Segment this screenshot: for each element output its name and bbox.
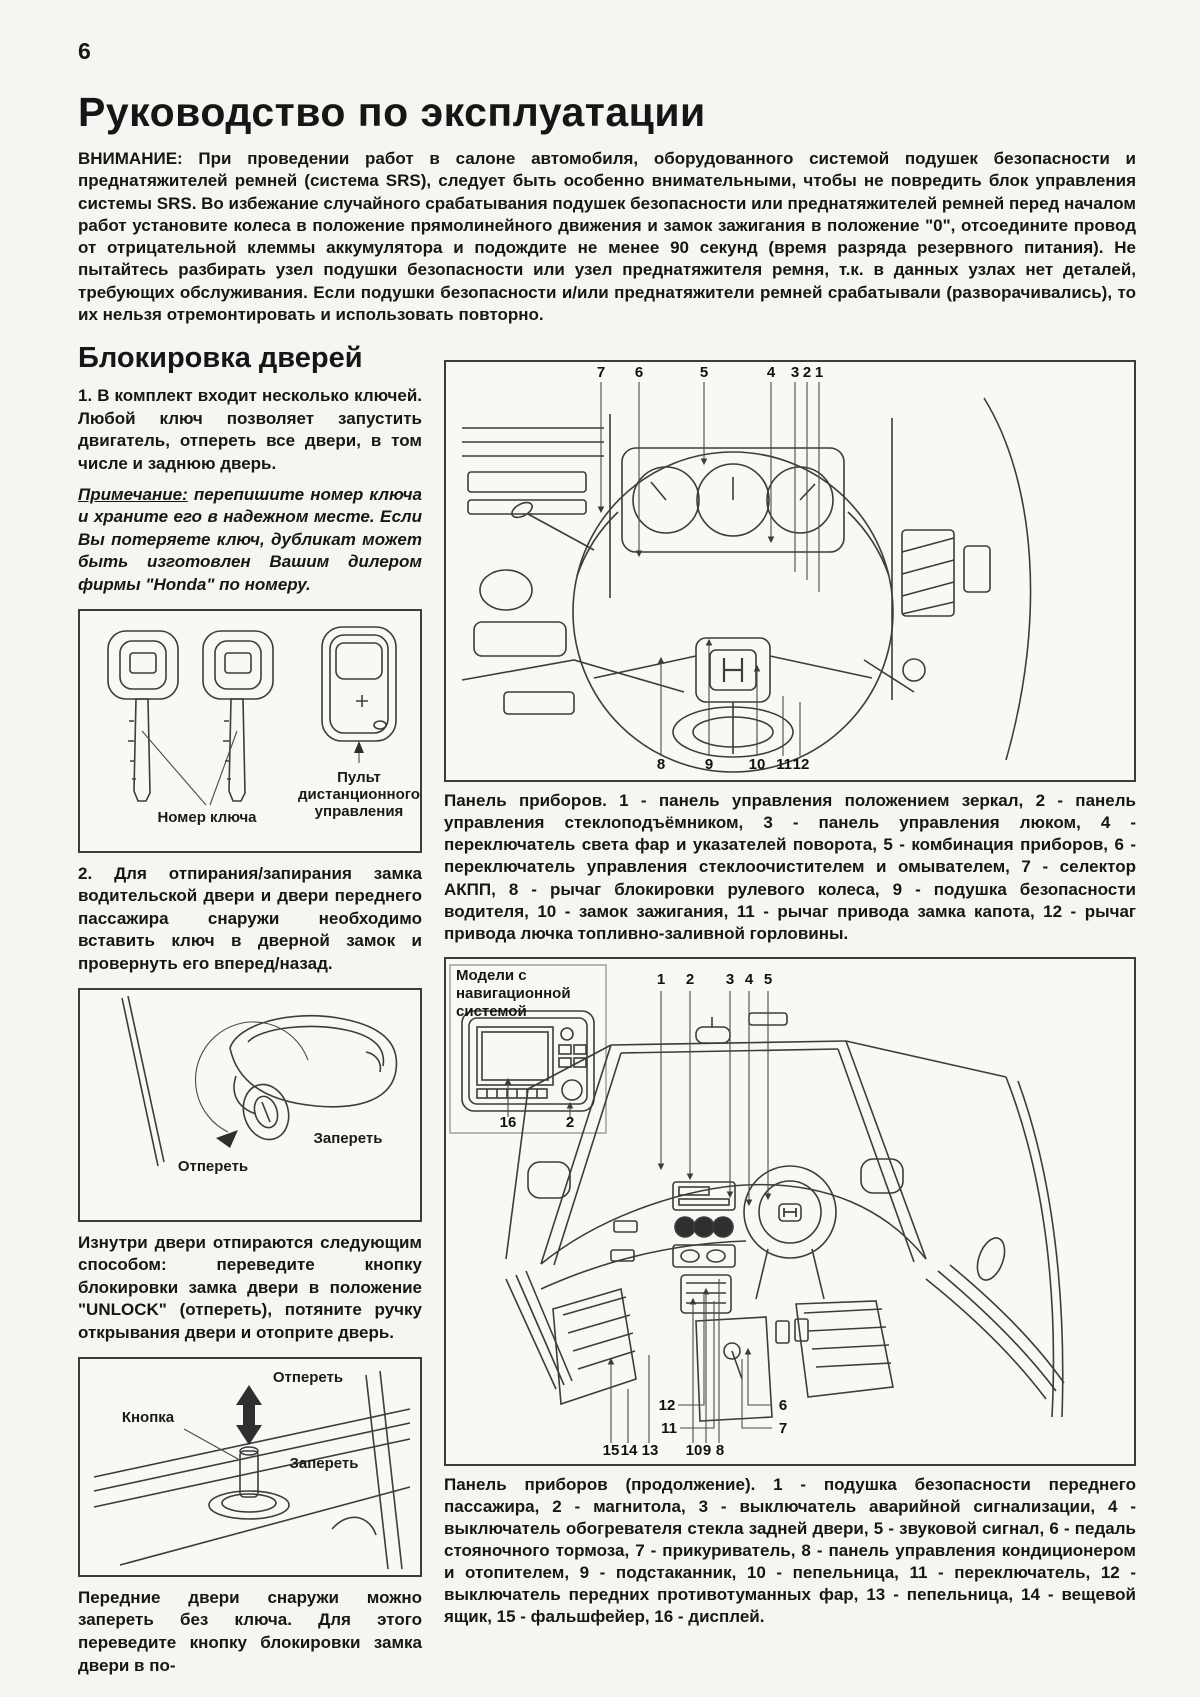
callout-number: 2 (565, 1113, 575, 1131)
figure-label: Запереть (289, 1454, 359, 1472)
page-content (78, 38, 1136, 1677)
figure-label: Отпереть (272, 1368, 344, 1386)
callout-number: 7 (778, 1419, 788, 1437)
callout-number: 9 (702, 1441, 712, 1459)
callout-number: 3 (725, 970, 735, 988)
paragraph-outside-lock: 2. Для отпирания/запирания замка водительской двери и двери переднего пассажира снаружи необходимо вставить ключ в дверной замок и провернуть его вперед/назад. (78, 863, 422, 974)
callout-number: 6 (634, 364, 644, 382)
callout-number: 13 (641, 1441, 659, 1459)
callout-number: 4 (766, 364, 776, 382)
callout-number: 5 (763, 970, 773, 988)
callout-number: 7 (596, 364, 606, 382)
callout-number: 6 (778, 1396, 788, 1414)
right-column (444, 340, 1136, 1628)
paragraph-inside-unlock: Изнутри двери отпираются следующим способом: переведите кнопку блокировки замка двери в положение "UNLOCK" (отпереть), потяните ручку открывания двери и отоприте дверь. (78, 1232, 422, 1343)
callout-number: 1 (656, 970, 666, 988)
callout-number: 2 (802, 364, 812, 382)
figure-keys (78, 609, 422, 853)
callout-number: 3 (790, 364, 800, 382)
figure-interior-diagram (444, 957, 1136, 1466)
callout-number: 11 (661, 1419, 677, 1437)
warning-paragraph: ВНИМАНИЕ: При проведении работ в салоне автомобиля, оборудованного системой подушек безопасности и преднатяжителей ремней (система SRS), следует быть особенно внимательными, чтобы не повредить блок управления системы SRS. Во избежание случайного срабатывания подушек безопасности или преднатяжителей ремней перед началом работ установите колеса в положение прямолинейного движения и замок зажигания в положение "0", отсоедините провод от отрицательной клеммы аккумулятора и подождите не менее 90 секунд (время разряда резервного питания). Не пытайтесь разбирать узел подушки безопасности или узел преднатяжителя ремня, т.к. в данных узлах нет деталей, требующих обслуживания. Если подушки безопасности и/или преднатяжители ремней срабатывали (разворачивались), то их нельзя отремонтировать и использовать повторно. (78, 149, 1136, 324)
figure-label: Номер ключа (157, 808, 257, 826)
figure-dashboard-diagram (444, 360, 1136, 782)
two-column-layout (78, 340, 1136, 1677)
figure-label: Пульт дистанционного управления (298, 768, 420, 821)
callout-number: 12 (658, 1396, 676, 1414)
left-column (78, 340, 422, 1677)
diagram1-caption: Панель приборов. 1 - панель управления положением зеркал, 2 - панель управления стеклоподъёмником, 3 - панель управления люком, 4 - переключатель света фар и указателей поворота, 5 - комбинация приборов, 6 - переключатель управления стеклоочистителем и омывателем, 7 - селектор АКПП, 8 - рычаг блокировки рулевого колеса, 9 - подушка безопасности водителя, 10 - замок зажигания, 11 - рычаг привода замка капота, 12 - рычаг привода лючка топливно-заливной горловины. (444, 791, 1136, 943)
callout-number: 12 (792, 756, 810, 774)
callout-number: 8 (715, 1441, 725, 1459)
dashboard-illustration (446, 362, 1134, 776)
paragraph-note (78, 484, 422, 597)
callout-number: 11 (776, 756, 792, 774)
interior-illustration (446, 959, 1134, 1460)
callout-number: 2 (685, 970, 695, 988)
callout-number: 9 (704, 756, 714, 774)
callout-number: 15 (602, 1441, 620, 1459)
page-number: 6 (78, 38, 91, 64)
callout-number: 16 (499, 1113, 517, 1131)
door-handle-illustration (80, 990, 420, 1216)
callout-number: 10 (685, 1441, 703, 1459)
callout-number: 4 (744, 970, 754, 988)
callout-number: 5 (699, 364, 709, 382)
callout-number: 14 (620, 1441, 638, 1459)
figure-label: Запереть (313, 1129, 383, 1147)
figure-label: Отпереть (177, 1157, 249, 1175)
page-title: Руководство по эксплуатации (78, 89, 706, 135)
figure-label: Кнопка (121, 1408, 175, 1426)
note-text: перепишите номер ключа и храните его в надежном месте. Если Вы потеряете ключ, дубликат может быть изготовлен Вашим дилером фирмы "Honda" по номеру. (78, 484, 422, 594)
figure-lock-knob (78, 1357, 422, 1577)
diagram2-caption: Панель приборов (продолжение). 1 - подушка безопасности переднего пассажира, 2 - магнитола, 3 - выключатель аварийной сигнализации, 4 - выключатель обогревателя стекла задней двери, 5 - звуковой сигнал, 6 - педаль стояночного тормоза, 7 - прикуриватель, 8 - панель управления кондиционером и отопителем, 9 - подстаканник, 10 - пепельница, 11 - переключатель, 12 - выключатель передних противотуманных фар, 13 - пепельница, 14 - вещевой ящик, 15 - фальшфейер, 16 - дисплей. (444, 1474, 1136, 1627)
paragraph-lock-without-key: Передние двери снаружи можно запереть без ключа. Для этого переведите кнопку блокировки замка двери в по- (78, 1587, 422, 1675)
section-heading: Блокировка дверей (78, 342, 363, 375)
callout-number: 10 (748, 756, 766, 774)
note-label: Примечание: (78, 484, 188, 504)
inset-label: Модели с навигационной системой (456, 966, 571, 1020)
callout-number: 8 (656, 756, 666, 774)
figure-door-handle (78, 988, 422, 1222)
callout-number: 1 (814, 364, 824, 382)
paragraph-keys: 1. В комплект входит несколько ключей. Любой ключ позволяет запустить двигатель, отпереть все двери, в том числе и заднюю дверь. (78, 386, 422, 473)
